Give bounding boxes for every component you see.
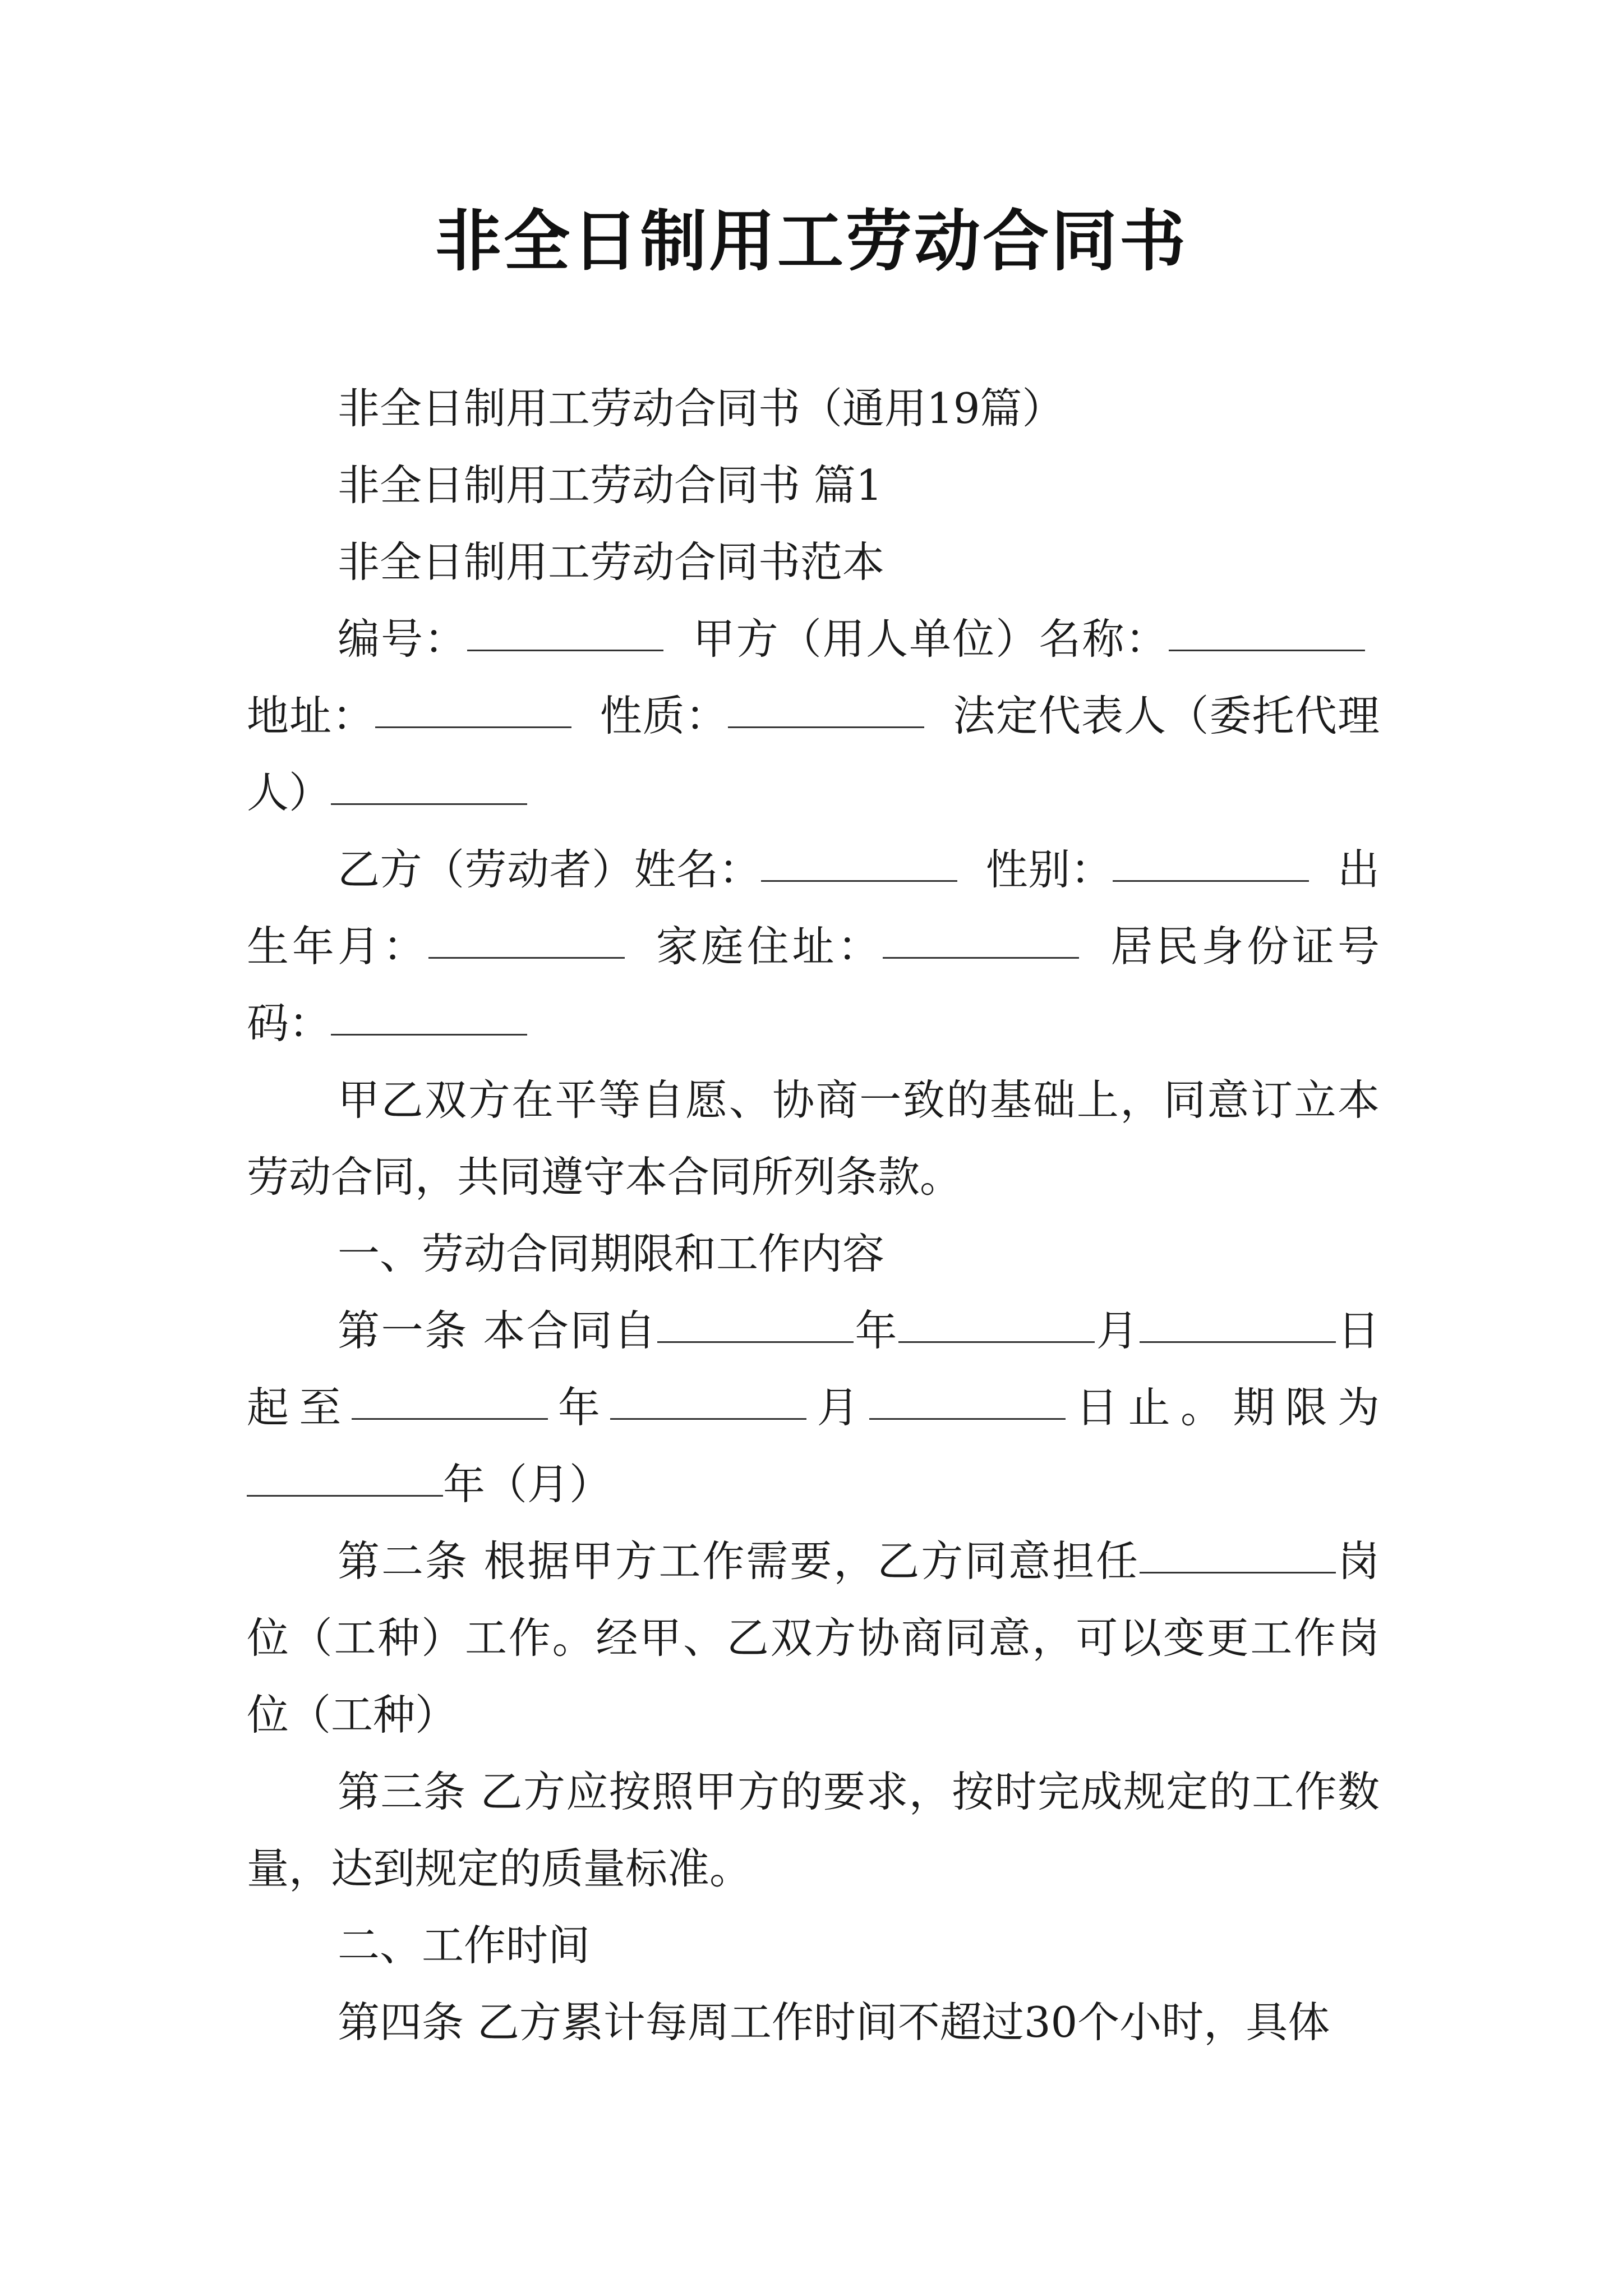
article-1-year: 年	[853, 1306, 899, 1355]
address-blank	[375, 726, 571, 728]
start-month-blank	[898, 1341, 1095, 1343]
sample-line: 非全日制用工劳动合同书范本	[338, 537, 885, 587]
legal-rep-blank	[331, 803, 527, 805]
term-blank	[247, 1494, 443, 1497]
document-body	[247, 370, 1380, 2061]
gender-blank	[1113, 880, 1309, 882]
legal-rep-label: 法定代表人（委托代理人）	[247, 691, 1380, 817]
number-label: 编号：	[338, 614, 468, 664]
party-a-name-blank	[1169, 649, 1365, 651]
end-day-blank	[869, 1418, 1066, 1420]
birth-blank	[428, 956, 625, 959]
article-1-day-from: 日起至	[247, 1306, 1380, 1432]
article-1-month: 月	[1095, 1306, 1140, 1355]
party-a-info	[247, 601, 1380, 831]
article-1-unit: 年（月）	[443, 1460, 612, 1509]
home-blank	[883, 956, 1079, 959]
end-year-blank	[352, 1418, 548, 1420]
article-1-year-2: 年	[547, 1383, 611, 1432]
document-title: 非全日制用工劳动合同书	[435, 203, 1188, 280]
subtitle-line: 非全日制用工劳动合同书（通用19篇）	[338, 384, 1064, 433]
number-blank	[467, 649, 663, 651]
id-label: 居民身份证号码：	[247, 922, 1380, 1048]
birth-label: 出生年月：	[247, 845, 1380, 971]
intro-paragraph: 甲乙双方在平等自愿、协商一致的基础上，同意订立本劳动合同，共同遵守本合同所列条款。	[247, 1075, 1380, 1202]
article-2-lead: 第二条 根据甲方工作需要，乙方同意担任	[338, 1536, 1140, 1586]
nature-blank	[728, 726, 924, 728]
party-b-info	[247, 831, 1380, 1062]
address-label: 地址：	[247, 691, 375, 740]
party-a-name-label: 甲方（用人单位）名称：	[693, 614, 1169, 664]
article-2-rest: 岗位（工种）工作。经甲、乙双方协商同意，可以变更工作岗位（工种）	[247, 1536, 1380, 1740]
article-1-lead: 第一条 本合同自	[338, 1306, 657, 1355]
section-1-heading: 一、劳动合同期限和工作内容	[338, 1229, 885, 1278]
article-1-end: 日止。期限为	[1066, 1383, 1380, 1432]
id-blank	[331, 1033, 527, 1036]
party-b-name-blank	[761, 880, 957, 882]
party-b-name-label: 乙方（劳动者）姓名：	[338, 845, 762, 894]
section-2-heading: 二、工作时间	[338, 1921, 591, 1970]
start-day-blank	[1140, 1341, 1336, 1343]
start-year-blank	[657, 1341, 854, 1343]
article-2	[247, 1523, 1380, 1754]
article-1-month-2: 月	[806, 1383, 870, 1432]
position-blank	[1140, 1571, 1336, 1573]
end-month-blank	[610, 1418, 806, 1420]
nature-label: 性质：	[600, 691, 728, 740]
home-label: 家庭住址：	[656, 922, 883, 971]
article-4: 第四条 乙方累计每周工作时间不超过30个小时，具体	[338, 1998, 1330, 2047]
article-3: 第三条 乙方应按照甲方的要求，按时完成规定的工作数量，达到规定的质量标准。	[247, 1767, 1380, 1893]
gender-label: 性别：	[985, 845, 1113, 894]
chapter-line: 非全日制用工劳动合同书 篇1	[338, 461, 883, 510]
article-1	[247, 1292, 1380, 1523]
